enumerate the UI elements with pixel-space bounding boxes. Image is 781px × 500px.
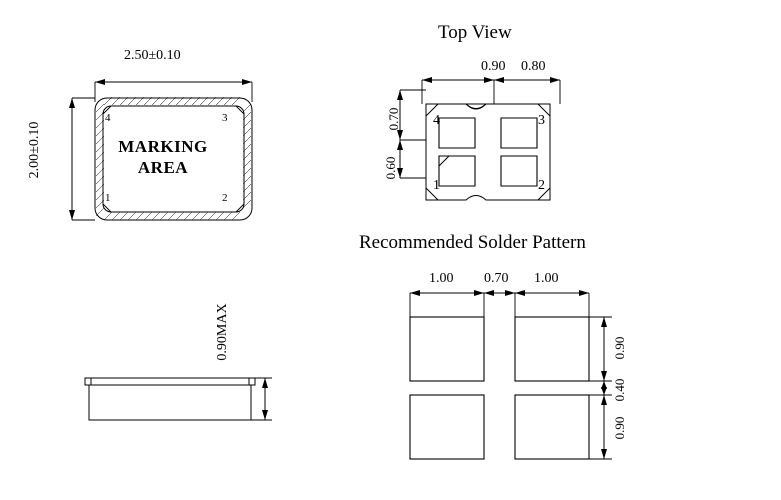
top-view-dim-0-70: 0.70 (386, 107, 401, 131)
solder-dim-right-3: 0.90 (612, 416, 627, 440)
top-view-pad-3-label: 3 (538, 113, 545, 128)
solder-dim-right-3-wrap (610, 398, 630, 458)
marking-area-label (103, 136, 223, 178)
solder-dim-top-1: 1.00 (429, 271, 454, 286)
top-view-svg (382, 60, 602, 235)
top-view-pad-1-label: 1 (433, 178, 440, 193)
top-view-dim-0-90: 0.90 (481, 59, 506, 74)
solder-dim-top-3: 1.00 (534, 271, 559, 286)
side-view (60, 360, 290, 430)
solder-pattern-svg (382, 275, 632, 465)
marking-area-line2: AREA (137, 158, 189, 177)
top-view-dim-0-60: 0.60 (383, 156, 398, 180)
solder-dim-top-2: 0.70 (484, 271, 509, 286)
top-view-pad-4-label: 4 (433, 113, 440, 128)
package-pin-1-label: 1 (105, 192, 111, 204)
package-height-dimension: 2.00±0.10 (27, 121, 42, 179)
marking-area-line1: MARKING (118, 137, 208, 156)
solder-pattern-view (382, 275, 632, 465)
side-height-dimension: 0.90MAX (215, 303, 230, 361)
package-pin-3-label: 3 (222, 112, 228, 124)
top-view-pad-2-label: 2 (538, 178, 545, 193)
package-width-dimension: 2.50±0.10 (124, 48, 181, 63)
side-height-dimension-wrap (212, 290, 234, 380)
top-view-title: Top View (438, 22, 512, 43)
solder-dim-right-2: 0.40 (612, 378, 627, 402)
solder-dim-right-1: 0.90 (612, 336, 627, 360)
top-view-dim-0-60-wrap (384, 148, 404, 188)
top-view-dim-0-80: 0.80 (521, 59, 546, 74)
top-view (382, 60, 602, 235)
package-pin-2-label: 2 (222, 192, 228, 204)
solder-pattern-title: Recommended Solder Pattern (359, 232, 586, 253)
top-view-dim-0-70-wrap (384, 95, 404, 143)
side-view-svg (60, 360, 290, 430)
package-height-dimension-wrap (24, 108, 46, 198)
package-pin-4-label: 4 (105, 112, 111, 124)
